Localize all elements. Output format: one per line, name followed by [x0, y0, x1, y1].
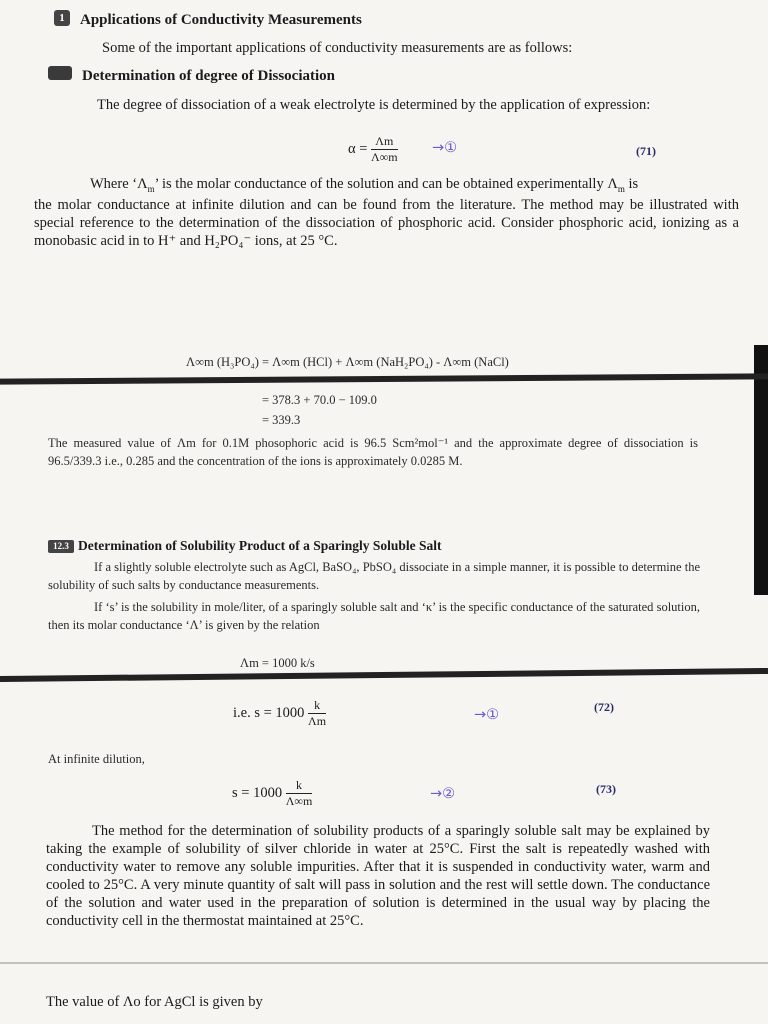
handwritten-arrow-2: →① [474, 707, 500, 723]
equation-solubility-infinite [232, 778, 312, 809]
equation-alpha-lhs: α = [348, 140, 368, 157]
section-number-badge-2: 12.3 [48, 540, 74, 553]
equation-alpha-fraction [371, 134, 398, 165]
handwritten-arrow-3: →② [430, 786, 456, 802]
subsection-title-solubility: Determination of Solubility Product of a Sparingly Soluble Salt [78, 538, 442, 553]
subsection-title-dissociation: Determination of degree of Dissociation [82, 68, 336, 84]
solubility-method-paragraph: The method for the determination of solubility products of a sparingly soluble salt may be explained by taking the example of solubility of silver chloride in water at 25°C. First the salt is repeatedly washed with conductivity water to remove any soluble impurities. After that it is suspended in conductivity water, warm and cooled to 25°C. A very minute quantity of salt will pass in solution and the rest will settle down. The conductance of the solution and water used in the preparation of solution is determined in the usual way by placing the conductivity cell in the thermostat maintained at 25°C. [46, 823, 710, 929]
infinite-dilution-label: At infinite dilution, [48, 752, 145, 766]
equation-ref-71: (71) [636, 144, 656, 158]
equation-infinite-lhs: s = 1000 [232, 784, 283, 801]
equation-solubility-lhs: i.e. s = 1000 [233, 704, 305, 721]
faint-scan-line [0, 962, 768, 964]
agcl-value-line: The value of Λo for AgCl is given by [46, 994, 263, 1010]
equation-alpha-den: Λ∞m [371, 150, 398, 164]
equation-infinite-fraction [286, 778, 313, 809]
calc-line-2: = 378.3 + 70.0 − 109.0 [262, 393, 377, 407]
section-number-badge: 1 [54, 10, 70, 26]
subsection-icon [48, 66, 72, 80]
equation-molar-conductance: Λm = 1000 k/s [240, 656, 315, 670]
equation-alpha [348, 134, 398, 165]
where-text-b: ’ is the molar conductance of the solution and can be obtained experimentally Λ [154, 176, 618, 192]
scan-bar-2 [0, 668, 768, 682]
equation-infinite-num: k [286, 778, 313, 794]
equation-solubility-fraction [308, 698, 326, 729]
equation-solubility-num: k [308, 698, 326, 714]
section-title-applications: Applications of Conductivity Measurements [80, 12, 362, 28]
scan-bar-1 [0, 373, 768, 384]
where-sub-b: m [617, 183, 625, 194]
dissociation-paragraph: the molar conductance at infinite dilution and can be found from the literature. The method may be illustrated with special reference to the determination of the dissociation of phosphoric acid. Consider phosphoric acid, ionizing as a monobasic acid in to H⁺ and H₂PO₄⁻ ions, at 25 °C. [34, 197, 739, 249]
where-text-c: is [624, 176, 639, 192]
solubility-paragraph-2: If ‘s’ is the solubility in mole/liter, of a sparingly soluble salt and ‘κ’ is the specific conductance of the saturated solution, then its molar conductance ‘Λ’ is given by the relation [48, 600, 700, 632]
equation-ref-73: (73) [596, 782, 616, 796]
where-line [90, 176, 638, 194]
calc-line-3: = 339.3 [262, 413, 301, 427]
equation-ref-72: (72) [594, 700, 614, 714]
where-text-a: Where ‘Λ [90, 176, 148, 192]
page-edge-shadow [754, 345, 768, 595]
solubility-paragraph-1: If a slightly soluble electrolyte such as AgCl, BaSO₄, PbSO₄ dissociate in a simple manner, it is possible to determine the solubility of such salts by conductance measurements. [48, 560, 700, 592]
section-intro: Some of the important applications of conductivity measurements are as follows: [102, 40, 573, 56]
calc-paragraph: The measured value of Λm for 0.1M phosophoric acid is 96.5 Scm²mol⁻¹ and the approximate degree of dissociation is 96.5/339.3 i.e., 0.285 and the concentration of the ions is approximately 0.0285 M. [48, 436, 698, 468]
handwritten-arrow-1: →① [432, 140, 458, 156]
equation-infinite-den: Λ∞m [285, 794, 313, 808]
calc-line-1: Λ∞m (H₃PO₄) = Λ∞m (HCl) + Λ∞m (NaH₂PO₄) - Λ∞m (NaCl) [186, 355, 509, 369]
equation-solubility-den: Λm [308, 714, 327, 728]
equation-solubility [233, 698, 326, 729]
where-sub-a: m [147, 183, 155, 194]
dissociation-intro: The degree of dissociation of a weak electrolyte is determined by the application of expression: [97, 97, 651, 113]
equation-alpha-num: Λm [371, 134, 398, 150]
